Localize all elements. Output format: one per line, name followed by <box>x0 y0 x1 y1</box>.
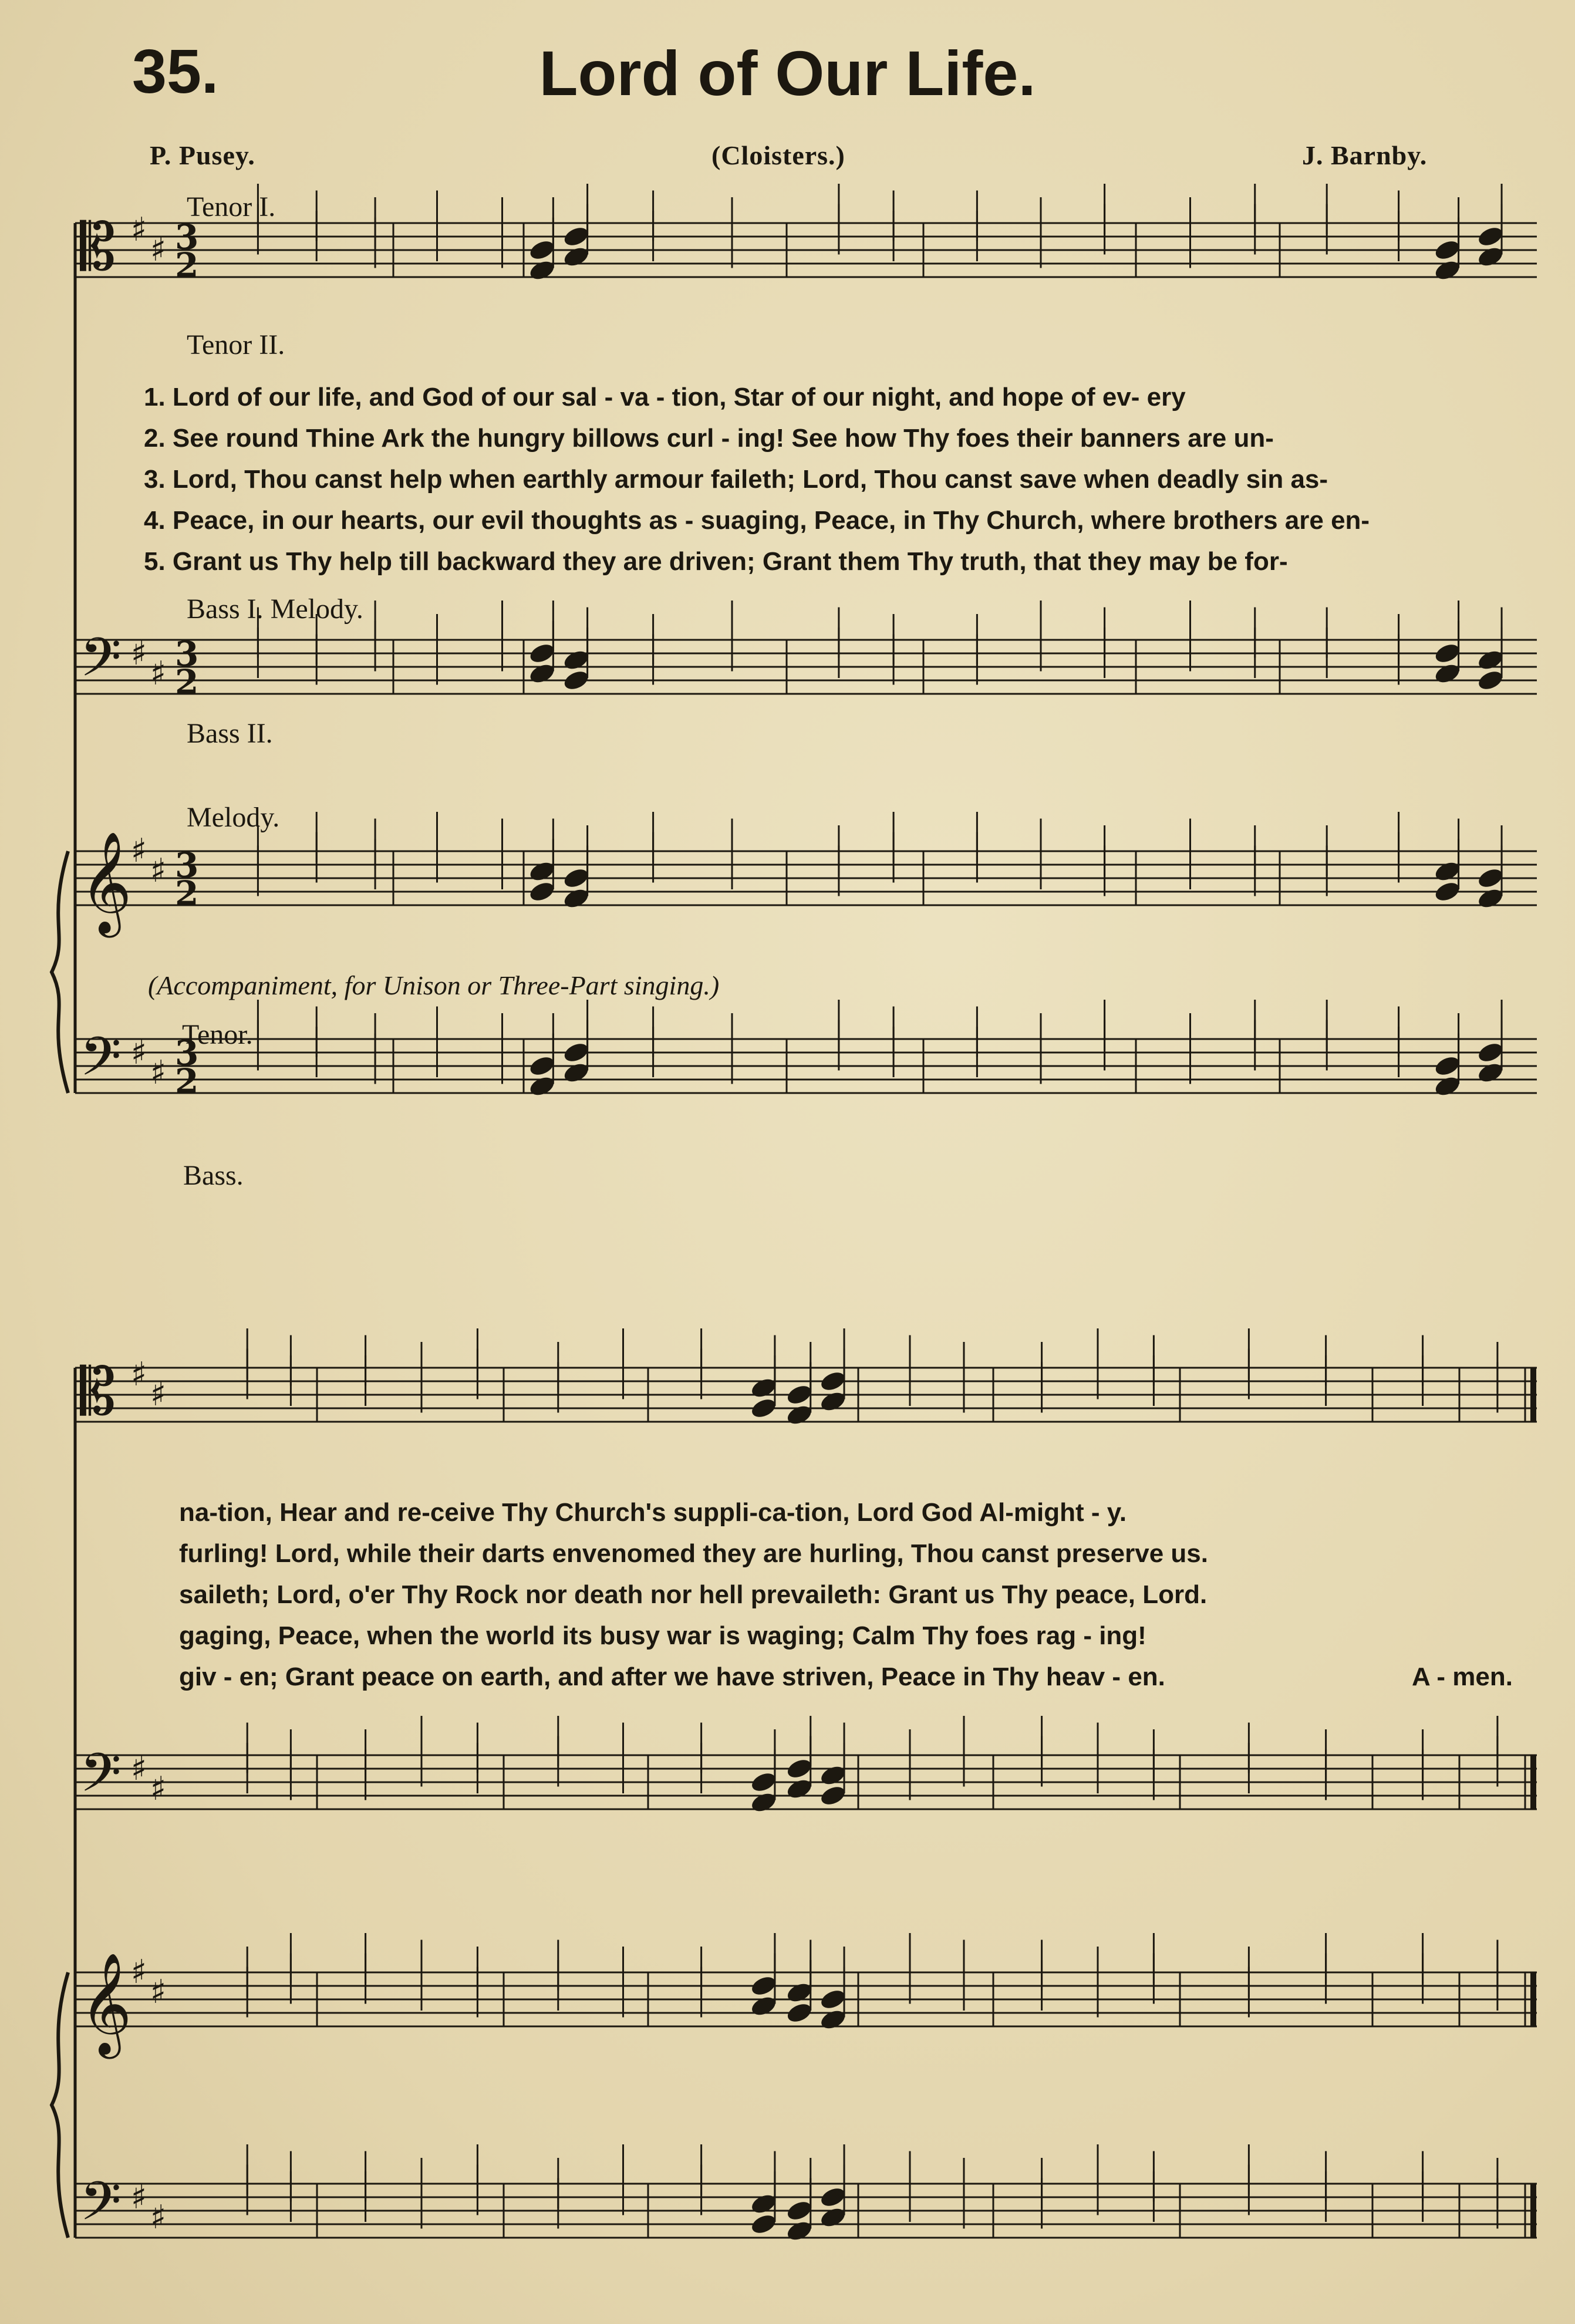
verse-cont-5: giv - en; Grant peace on earth, and after we have striven, Peace in Thy heav - en. <box>179 1662 1165 1691</box>
quarter-note <box>1433 238 1462 262</box>
accompaniment-note: (Accompaniment, for Unison or Three-Part singing.) <box>148 970 720 1000</box>
half-note <box>452 1763 481 1787</box>
half-note <box>1223 1763 1252 1787</box>
quarter-note <box>785 1382 814 1406</box>
half-note <box>340 1376 369 1400</box>
half-note <box>265 1994 294 2018</box>
hymn-title: Lord of Our Life. <box>539 38 1036 109</box>
quarter-note <box>528 641 557 665</box>
quarter-note <box>1433 879 1462 903</box>
verse-cont-4: gaging, Peace, when the world its busy war is waging; Calm Thy foes rag - ing! <box>179 1621 1146 1650</box>
half-note <box>1072 2008 1101 2032</box>
half-note <box>1300 1790 1329 1814</box>
key-sharp: ♯ <box>131 211 147 249</box>
half-note <box>1229 886 1258 910</box>
half-note <box>1072 1389 1101 1414</box>
half-note <box>884 1994 913 2018</box>
verse-cont-2: furling! Lord, while their darts envenomed they are hurling, Thou canst preserve us. <box>179 1539 1208 1568</box>
quarter-note <box>749 2212 778 2236</box>
half-note <box>1165 1074 1193 1098</box>
clef-bass: 𝄢 <box>80 626 122 701</box>
quarter-note <box>819 1783 848 1807</box>
time-signature-top: 3 <box>175 217 199 257</box>
half-note <box>452 2008 481 2032</box>
half-note <box>1165 662 1193 686</box>
half-note <box>676 1763 704 1787</box>
quarter-note <box>749 1790 778 1814</box>
half-note <box>952 873 980 897</box>
half-note <box>676 2205 704 2229</box>
key-sharp: ♯ <box>131 635 147 673</box>
quarter-note <box>1476 245 1505 269</box>
half-note <box>412 231 440 255</box>
verse-cont-3: saileth; Lord, o'er Thy Rock nor death nor hell prevaileth: Grant us Thy peace, Lord. <box>179 1580 1208 1609</box>
quarter-note <box>819 2205 848 2229</box>
hymn-number: 35. <box>132 37 219 106</box>
quarter-note <box>562 886 591 910</box>
amen-text: A - men. <box>1412 1662 1513 1691</box>
half-note <box>884 1376 913 1400</box>
half-note <box>868 1047 897 1071</box>
tune-name: (Cloisters.) <box>711 140 845 170</box>
half-note <box>1079 648 1108 672</box>
half-note <box>952 231 980 255</box>
half-note <box>1472 1777 1500 1801</box>
quarter-note <box>1433 1054 1462 1078</box>
half-note <box>396 1777 424 1801</box>
half-note <box>1300 1994 1329 2018</box>
quarter-note <box>1433 258 1462 282</box>
piano-brace <box>52 1972 68 2238</box>
quarter-note <box>528 859 557 883</box>
half-note <box>350 859 379 883</box>
half-note <box>598 2205 626 2229</box>
verse-line-4: 4. Peace, in our hearts, our evil thoughts as - suaging, Peace, in Thy Church, where brothers are en- <box>144 506 1370 535</box>
half-note <box>350 1074 379 1098</box>
half-note <box>1373 873 1402 897</box>
half-note <box>938 1403 967 1427</box>
half-note <box>938 1777 967 1801</box>
half-note <box>232 886 261 910</box>
half-note <box>1472 1981 1500 2005</box>
key-sharp: ♯ <box>131 1034 147 1072</box>
quarter-note <box>562 1040 591 1064</box>
quarter-note <box>749 2192 778 2216</box>
half-note <box>1079 1061 1108 1085</box>
half-note <box>1397 1376 1426 1400</box>
half-note <box>232 648 261 672</box>
quarter-note <box>785 2198 814 2222</box>
half-note <box>1079 886 1108 910</box>
half-note <box>396 2219 424 2243</box>
key-sharp: ♯ <box>150 1375 167 1414</box>
half-note <box>1072 1763 1101 1787</box>
key-sharp: ♯ <box>131 1355 147 1394</box>
quarter-note <box>785 1777 814 1801</box>
key-sharp: ♯ <box>131 1750 147 1788</box>
half-note <box>952 1047 980 1071</box>
half-note <box>412 675 440 699</box>
half-note <box>938 1981 967 2005</box>
half-note <box>1016 2219 1045 2243</box>
verse-line-5: 5. Grant us Thy help till backward they are driven; Grant them Thy truth, that they may be for- <box>144 547 1288 576</box>
quarter-note <box>528 879 557 903</box>
half-note <box>628 1047 656 1071</box>
half-note <box>706 258 735 282</box>
half-note <box>350 258 379 282</box>
half-note <box>396 1981 424 2005</box>
quarter-note <box>562 668 591 692</box>
half-note <box>868 873 897 897</box>
melody-label: Melody. <box>187 802 280 833</box>
half-note <box>1373 1047 1402 1071</box>
half-note <box>1128 2192 1157 2216</box>
half-note <box>1301 886 1330 910</box>
clef-bass: 𝄢 <box>80 1742 122 1817</box>
time-signature-bottom: 2 <box>175 873 199 913</box>
quarter-note <box>749 1994 778 2018</box>
half-note <box>340 1994 369 2018</box>
verse-cont-1: na-tion, Hear and re-ceive Thy Church's suppli-ca-tion, Lord God Al-might - y. <box>179 1498 1127 1527</box>
half-note <box>532 1403 561 1427</box>
half-note <box>532 2219 561 2243</box>
clef-tenor: 𝄡 <box>80 1354 116 1429</box>
quarter-note <box>528 662 557 686</box>
half-note <box>265 2192 294 2216</box>
quarter-note <box>528 1054 557 1078</box>
half-note <box>265 1376 294 1400</box>
quarter-note <box>819 2185 848 2209</box>
half-note <box>1300 1376 1329 1400</box>
half-note <box>1015 1074 1044 1098</box>
key-sharp: ♯ <box>150 655 167 693</box>
quarter-note <box>819 2008 848 2032</box>
key-sharp: ♯ <box>150 1973 167 2011</box>
half-note <box>412 1047 440 1071</box>
quarter-note <box>562 1061 591 1085</box>
quarter-note <box>1476 648 1505 672</box>
quarter-note <box>562 245 591 269</box>
bass-label: Bass. <box>183 1160 244 1191</box>
half-note <box>412 873 440 897</box>
author-credit: P. Pusey. <box>150 140 255 170</box>
key-sharp: ♯ <box>150 1770 167 1808</box>
half-note <box>222 1389 251 1414</box>
half-note <box>598 2008 626 2032</box>
half-note <box>598 1763 626 1787</box>
half-note <box>291 231 320 255</box>
time-signature-bottom: 2 <box>175 1061 199 1101</box>
half-note <box>1165 258 1193 282</box>
quarter-note <box>1476 668 1505 692</box>
half-note <box>1373 231 1402 255</box>
half-note <box>952 675 980 699</box>
half-note <box>1373 675 1402 699</box>
quarter-note <box>819 1369 848 1393</box>
half-note <box>1128 1994 1157 2018</box>
half-note <box>1300 2192 1329 2216</box>
quarter-note <box>819 1987 848 2011</box>
half-note <box>350 662 379 686</box>
quarter-note <box>819 1763 848 1787</box>
half-note <box>1472 2219 1500 2243</box>
quarter-note <box>528 238 557 262</box>
half-note <box>1223 2008 1252 2032</box>
half-note <box>1229 245 1258 269</box>
half-note <box>1016 1403 1045 1427</box>
half-note <box>265 1790 294 1814</box>
half-note <box>706 859 735 883</box>
half-note <box>452 1389 481 1414</box>
tenor-1-label: Tenor I. <box>187 191 276 222</box>
half-note <box>1128 1790 1157 1814</box>
tenor-2-label: Tenor II. <box>187 329 285 360</box>
half-note <box>676 2008 704 2032</box>
half-note <box>1397 2192 1426 2216</box>
time-signature-bottom: 2 <box>175 245 199 285</box>
half-note <box>1301 1061 1330 1085</box>
clef-tenor: 𝄡 <box>80 210 116 285</box>
half-note <box>477 258 505 282</box>
half-note <box>628 873 656 897</box>
quarter-note <box>1476 1061 1505 1085</box>
half-note <box>340 2192 369 2216</box>
half-note <box>291 873 320 897</box>
quarter-note <box>1476 886 1505 910</box>
quarter-note <box>1433 859 1462 883</box>
half-note <box>676 1389 704 1414</box>
half-note <box>340 1790 369 1814</box>
half-note <box>628 231 656 255</box>
time-signature-bottom: 2 <box>175 662 199 702</box>
time-signature-top: 3 <box>175 634 199 674</box>
half-note <box>1165 859 1193 883</box>
key-sharp: ♯ <box>150 852 167 890</box>
half-note <box>1301 245 1330 269</box>
half-note <box>1128 1376 1157 1400</box>
half-note <box>1472 1403 1500 1427</box>
half-note <box>1223 2205 1252 2229</box>
key-sharp: ♯ <box>150 1054 167 1092</box>
half-note <box>532 1777 561 1801</box>
half-note <box>1397 1994 1426 2018</box>
half-note <box>1229 1061 1258 1085</box>
half-note <box>868 675 897 699</box>
quarter-note <box>1476 866 1505 890</box>
half-note <box>628 675 656 699</box>
half-note <box>1072 2205 1101 2229</box>
half-note <box>291 1047 320 1071</box>
half-note <box>477 662 505 686</box>
clef-bass: 𝄢 <box>80 2170 122 2245</box>
quarter-note <box>562 866 591 890</box>
time-signature-top: 3 <box>175 1033 199 1073</box>
quarter-note <box>819 1389 848 1414</box>
half-note <box>938 2219 967 2243</box>
half-note <box>222 1763 251 1787</box>
composer-credit: J. Barnby. <box>1302 140 1428 170</box>
quarter-note <box>749 1974 778 1998</box>
quarter-note <box>528 258 557 282</box>
key-sharp: ♯ <box>150 2198 167 2237</box>
quarter-note <box>785 2219 814 2243</box>
half-note <box>1016 1981 1045 2005</box>
half-note <box>452 2205 481 2229</box>
piano-brace <box>52 851 68 1093</box>
quarter-note <box>1433 641 1462 665</box>
half-note <box>222 2008 251 2032</box>
half-note <box>477 859 505 883</box>
half-note <box>232 1061 261 1085</box>
half-note <box>813 245 842 269</box>
clef-treble: 𝄞 <box>80 831 132 933</box>
half-note <box>868 231 897 255</box>
quarter-note <box>562 224 591 248</box>
time-signature-top: 3 <box>175 845 199 885</box>
half-note <box>706 662 735 686</box>
half-note <box>884 2192 913 2216</box>
verse-line-1: 1. Lord of our life, and God of our sal - va - tion, Star of our night, and hope of ev- ery <box>144 383 1186 411</box>
quarter-note <box>785 1756 814 1780</box>
key-sharp: ♯ <box>131 832 147 870</box>
half-note <box>291 675 320 699</box>
verse-line-2: 2. See round Thine Ark the hungry billows curl - ing! See how Thy foes their banners are un- <box>144 424 1274 453</box>
verse-line-3: 3. Lord, Thou canst help when earthly armour faileth; Lord, Thou canst save when deadly sin as- <box>144 465 1328 494</box>
quarter-note <box>562 648 591 672</box>
quarter-note <box>749 1396 778 1420</box>
quarter-note <box>749 1376 778 1400</box>
half-note <box>1016 1777 1045 1801</box>
quarter-note <box>1476 224 1505 248</box>
half-note <box>1015 859 1044 883</box>
quarter-note <box>785 1403 814 1427</box>
half-note <box>1397 1790 1426 1814</box>
half-note <box>1301 648 1330 672</box>
half-note <box>396 1403 424 1427</box>
tenor-label: Tenor. <box>182 1019 253 1050</box>
quarter-note <box>1433 1074 1462 1098</box>
half-note <box>222 2205 251 2229</box>
bass-2-label: Bass II. <box>187 718 273 749</box>
quarter-note <box>749 1770 778 1794</box>
quarter-note <box>528 1074 557 1098</box>
half-note <box>598 1389 626 1414</box>
half-note <box>813 886 842 910</box>
half-note <box>813 648 842 672</box>
clef-treble: 𝄞 <box>80 1952 132 2055</box>
half-note <box>1015 258 1044 282</box>
half-note <box>884 1790 913 1814</box>
half-note <box>1229 648 1258 672</box>
quarter-note <box>1476 1040 1505 1064</box>
half-note <box>813 1061 842 1085</box>
half-note <box>232 245 261 269</box>
half-note <box>477 1074 505 1098</box>
half-note <box>1223 1389 1252 1414</box>
half-note <box>532 1981 561 2005</box>
clef-bass: 𝄢 <box>80 1026 122 1101</box>
quarter-note <box>785 1981 814 2005</box>
quarter-note <box>785 2001 814 2025</box>
key-sharp: ♯ <box>131 1953 147 1991</box>
half-note <box>706 1074 735 1098</box>
quarter-note <box>1433 662 1462 686</box>
half-note <box>1015 662 1044 686</box>
key-sharp: ♯ <box>150 231 167 269</box>
half-note <box>1079 245 1108 269</box>
key-sharp: ♯ <box>131 2178 147 2217</box>
bass-1-melody-label: Bass I. Melody. <box>187 593 363 625</box>
